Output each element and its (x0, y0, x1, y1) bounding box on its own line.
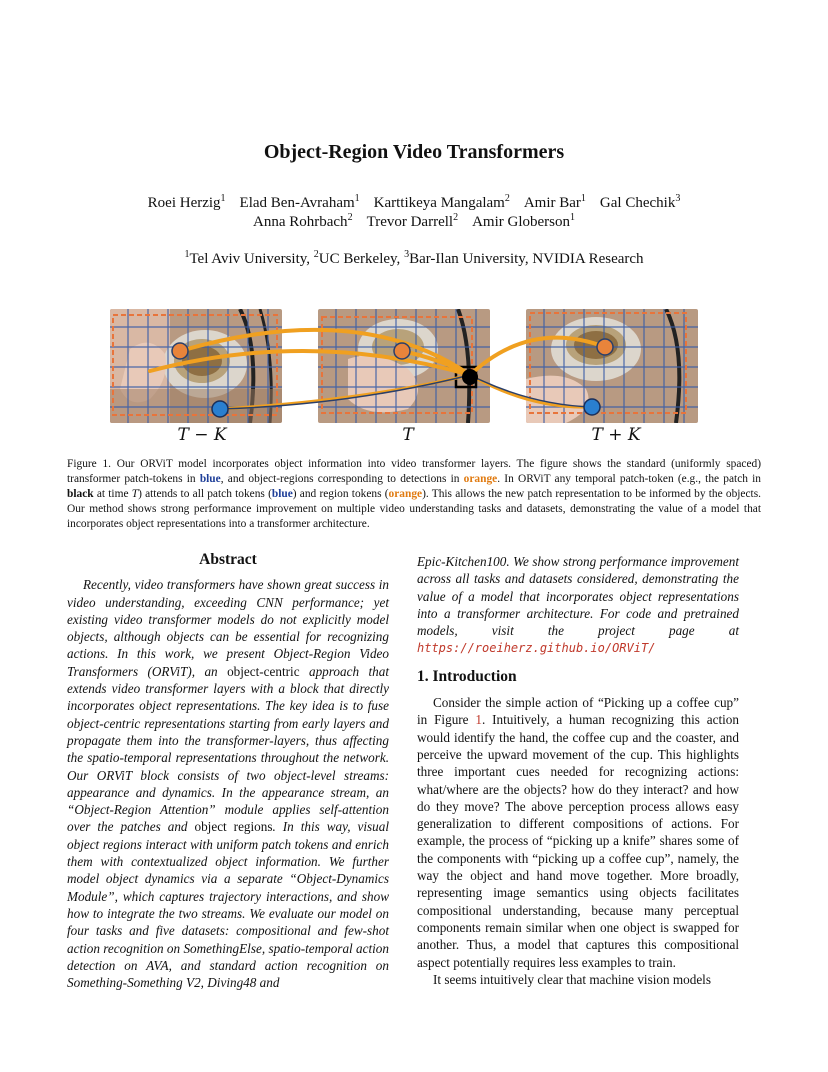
figure-reference-link[interactable]: 1 (475, 712, 482, 728)
author-name: Gal Chechik$^3$ (599, 193, 681, 211)
patch-token-dot (212, 401, 228, 417)
intro-heading: 1. Introduction (417, 667, 517, 685)
right-column (417, 553, 739, 988)
affiliation-name: Bar-Ilan University, NVIDIA Research (409, 251, 644, 267)
affiliation-name: UC Berkeley, (318, 251, 405, 267)
affiliations: $^1$Tel Aviv University, $^2$UC Berkeley, $^3$Bar-Ilan University, NVIDIA Research (184, 249, 644, 267)
attention-arcs (110, 309, 700, 423)
author-name: Anna Rohrbach$^2$ (253, 212, 353, 230)
figure-1 (110, 309, 700, 449)
author-name: Amir Globerson$^1$ (472, 212, 575, 230)
frame-label: T + K (591, 425, 641, 445)
patch-token-dot (584, 399, 600, 415)
figure-caption: Figure 1. Our ORViT model incorporates object information into video transformer layers. The figure shows the standard (uniformly spaced) transformer patch-tokens in blue, and object-regions corresponding to detections in orange. In ORViT any temporal patch-token (e.g., the patch in black at time T) attends to all patch tokens (blue) and region tokens (orange). This allows the new patch representation to be informed by the objects. Our method shows strong performance improvement on multiple video understanding tasks and datasets, demonstrating the value of a model that incorporates object representations into a transformer architecture. (67, 458, 762, 530)
region-token-dot (394, 343, 410, 359)
author-name: Elad Ben-Avraham$^1$ (239, 193, 360, 211)
abstract-continuation: Epic-Kitchen100. We show strong performance improvement across all tasks and datasets considered, demonstrating the value of a model that incorporates object representations into a transformer architecture. For code and pretrained models, visit the project page at https://roeiherz.github.io/ORViT/ (417, 554, 739, 656)
abstract-text: Recently, video transformers have shown great success in video understanding, exceeding CNN performance; yet existing video transformer models do not explicitly model objects, although objects can be essential for recognizing actions. In this work, we present Object-Region Video Transformers (ORViT), an object-centric approach that extends video transformer layers with a block that directly incorporates object representations. The key idea is to fuse object-centric representations starting from early layers and propagate them into the transformer-layers, thus affecting the spatio-temporal representations throughout the network. Our ORViT block consists of two object-level streams: appearance and dynamics. In the appearance stream, an “Object-Region Attention” module applies self-attention over the patches and object regions. In this way, visual object regions interact with uniform patch tokens and enrich them with contextualized object information. We further model object dynamics via a separate “Object-Dynamics Module”, which captures trajectory interactions, and show how to integrate the two streams. We evaluate our model on four tasks and five datasets: compositional and few-shot action recognition on SomethingElse, spatio-temporal action detection on AVA, and standard action recognition on Something-Something V2, Diving48 and (67, 577, 390, 991)
frame-label: T − K (177, 425, 227, 445)
frame-label: T (402, 425, 414, 445)
left-column (67, 551, 389, 991)
project-link[interactable]: https://roeiherz.github.io/ORViT/ (417, 641, 656, 656)
region-token-dot (172, 343, 188, 359)
abstract-heading: Abstract (199, 551, 257, 568)
author-name: Karttikeya Mangalam$^2$ (373, 193, 510, 211)
author-name: Amir Bar$^1$ (523, 193, 586, 211)
paper-title: Object-Region Video Transformers (263, 141, 565, 163)
author-name: Trevor Darrell$^2$ (366, 212, 459, 230)
author-name: Roei Herzig$^1$ (147, 193, 226, 211)
intro-paragraph: It seems intuitively clear that machine vision models (433, 971, 711, 987)
query-patch-dot (462, 369, 478, 385)
intro-paragraph: Consider the simple action of “Picking up a coffee cup” in Figure 1. Intuitively, a human recognizing this action would identify the hand, the coffee cup and the coaster, and perceive the upward movement of the cup. This highlights three important cues needed for recognizing actions: what/where are the objects? how do they interact? and how do they move? The above perception process allows easy generalization to different compositions of actions. For example, the process of “picking up a knife” shares some of the components with “picking up a coffee cup”, namely, the way the object and hand move together. More broadly, representing image semantics using objects facilitates compositional understanding, because many perceptual components remain similar when one object is swapped for another. Thus, a model that captures this compositional aspect potentially requires less examples to train. (417, 695, 739, 970)
region-token-dot (597, 339, 613, 355)
author-list (0, 194, 828, 232)
affiliation-name: Tel Aviv University, (189, 251, 314, 267)
